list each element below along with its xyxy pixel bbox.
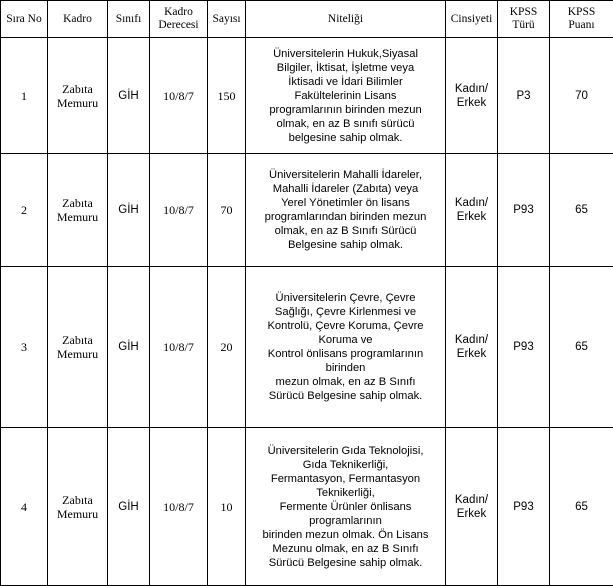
cell-kadro-line1: Zabıta bbox=[50, 333, 105, 347]
nitelik-line: belgesine sahip olmak. bbox=[248, 131, 443, 145]
cell-kadro bbox=[48, 428, 108, 586]
cell-derece: 10/8/7 bbox=[150, 154, 208, 267]
cell-cinsiyet bbox=[446, 38, 498, 154]
nitelik-line: Teknikerliği, bbox=[248, 486, 443, 500]
table-row bbox=[1, 38, 613, 154]
cell-sira-no: 4 bbox=[1, 428, 48, 586]
nitelik-line: İktisadi ve İdari Bilimler bbox=[248, 75, 443, 89]
nitelik-line: Kontrol önlisans programlarının bbox=[248, 347, 443, 361]
cell-cinsiyet-line2: Erkek bbox=[448, 210, 495, 224]
nitelik-line: Bilgiler, İktisat, İşletme veya bbox=[248, 61, 443, 75]
nitelik-line: Fakültelerinin Lisans bbox=[248, 89, 443, 103]
cell-sayisi: 20 bbox=[208, 267, 246, 428]
nitelik-line: Mahalli İdareler (Zabıta) veya bbox=[248, 182, 443, 196]
cell-sayisi: 70 bbox=[208, 154, 246, 267]
cell-cinsiyet-line1: Kadın/ bbox=[448, 82, 495, 96]
nitelik-line: programlarından birinden mezun bbox=[248, 210, 443, 224]
cell-kadro bbox=[48, 154, 108, 267]
header-niteligi: Niteliği bbox=[246, 1, 446, 38]
header-cinsiyeti: Cinsiyeti bbox=[446, 1, 498, 38]
header-sira-no: Sıra No bbox=[1, 1, 48, 38]
cell-kadro-line1: Zabıta bbox=[50, 493, 105, 507]
cell-sayisi: 150 bbox=[208, 38, 246, 154]
header-kpss-puani-line2: Puanı bbox=[552, 19, 611, 32]
cell-kpss-puani: 65 bbox=[550, 154, 613, 267]
cell-sinifi: GİH bbox=[108, 38, 150, 154]
cell-sinifi: GİH bbox=[108, 267, 150, 428]
cell-nitelik bbox=[246, 38, 446, 154]
cell-sinifi: GİH bbox=[108, 428, 150, 586]
header-kpss-turu-line2: Türü bbox=[500, 19, 547, 32]
cell-derece: 10/8/7 bbox=[150, 428, 208, 586]
nitelik-line: mezun olmak, en az B Sınıfı bbox=[248, 375, 443, 389]
nitelik-line: programlarının bbox=[248, 514, 443, 528]
cell-sayisi: 10 bbox=[208, 428, 246, 586]
cell-kpss-puani: 70 bbox=[550, 38, 613, 154]
nitelik-line: Üniversitelerin Hukuk,Siyasal bbox=[248, 47, 443, 61]
cell-cinsiyet-line2: Erkek bbox=[448, 96, 495, 110]
cell-kpss-turu: P93 bbox=[498, 154, 550, 267]
cell-cinsiyet-line2: Erkek bbox=[448, 507, 495, 521]
cell-nitelik bbox=[246, 428, 446, 586]
header-sayisi: Sayısı bbox=[208, 1, 246, 38]
header-kadro-derecesi-line2: Derecesi bbox=[152, 19, 205, 32]
cell-kadro bbox=[48, 267, 108, 428]
table-row bbox=[1, 428, 613, 586]
cell-cinsiyet bbox=[446, 154, 498, 267]
cell-kadro-line1: Zabıta bbox=[50, 196, 105, 210]
nitelik-line: birinden bbox=[248, 361, 443, 375]
header-kpss-turu bbox=[498, 1, 550, 38]
table-row bbox=[1, 267, 613, 428]
cell-cinsiyet bbox=[446, 267, 498, 428]
cell-sira-no: 3 bbox=[1, 267, 48, 428]
nitelik-line: Koruma ve bbox=[248, 333, 443, 347]
nitelik-line: Üniversitelerin Gıda Teknolojisi, bbox=[248, 444, 443, 458]
nitelik-line: olmak, en az B sınıfı sürücü bbox=[248, 117, 443, 131]
cell-cinsiyet-line1: Kadın/ bbox=[448, 333, 495, 347]
cell-sira-no: 2 bbox=[1, 154, 48, 267]
cell-kadro bbox=[48, 38, 108, 154]
nitelik-line: Belgesine sahip olmak. bbox=[248, 238, 443, 252]
header-row bbox=[1, 1, 613, 38]
table-row bbox=[1, 154, 613, 267]
nitelik-line: Yerel Yönetimler ön lisans bbox=[248, 196, 443, 210]
nitelik-line: birinden mezun olmak. Ön Lisans bbox=[248, 528, 443, 542]
header-kadro-derecesi-line1: Kadro bbox=[152, 6, 205, 19]
cell-kpss-puani: 65 bbox=[550, 267, 613, 428]
nitelik-line: olmak, en az B Sınıfı Sürücü bbox=[248, 224, 443, 238]
cell-kadro-line2: Memuru bbox=[50, 96, 105, 110]
nitelik-line: Fermente Ürünler önlisans bbox=[248, 500, 443, 514]
cell-cinsiyet bbox=[446, 428, 498, 586]
cell-kpss-turu: P3 bbox=[498, 38, 550, 154]
nitelik-line: Fermantasyon, Fermantasyon bbox=[248, 472, 443, 486]
cell-kpss-puani: 65 bbox=[550, 428, 613, 586]
cell-cinsiyet-line1: Kadın/ bbox=[448, 493, 495, 507]
cell-kadro-line2: Memuru bbox=[50, 507, 105, 521]
nitelik-line: Sağlığı, Çevre Kirlenmesi ve bbox=[248, 305, 443, 319]
header-sinifi: Sınıfı bbox=[108, 1, 150, 38]
cell-sinifi: GİH bbox=[108, 154, 150, 267]
cell-cinsiyet-line2: Erkek bbox=[448, 347, 495, 361]
cell-nitelik bbox=[246, 267, 446, 428]
cell-kadro-line2: Memuru bbox=[50, 347, 105, 361]
nitelik-line: Üniversitelerin Mahalli İdareler, bbox=[248, 168, 443, 182]
cell-kpss-turu: P93 bbox=[498, 428, 550, 586]
nitelik-line: Gıda Teknikerliği, bbox=[248, 458, 443, 472]
nitelik-line: Mezunu olmak, en az B Sınıfı bbox=[248, 542, 443, 556]
cell-cinsiyet-line1: Kadın/ bbox=[448, 196, 495, 210]
cell-kpss-turu: P93 bbox=[498, 267, 550, 428]
cell-derece: 10/8/7 bbox=[150, 38, 208, 154]
header-kadro: Kadro bbox=[48, 1, 108, 38]
header-kadro-derecesi bbox=[150, 1, 208, 38]
header-kpss-puani bbox=[550, 1, 613, 38]
cell-kadro-line2: Memuru bbox=[50, 210, 105, 224]
nitelik-line: Sürücü Belgesine sahip olmak. bbox=[248, 556, 443, 570]
cell-kadro-line1: Zabıta bbox=[50, 82, 105, 96]
nitelik-line: Üniversitelerin Çevre, Çevre bbox=[248, 291, 443, 305]
cell-derece: 10/8/7 bbox=[150, 267, 208, 428]
nitelik-line: programlarının birinden mezun bbox=[248, 103, 443, 117]
cell-nitelik bbox=[246, 154, 446, 267]
nitelik-line: Sürücü Belgesine sahip olmak. bbox=[248, 389, 443, 403]
nitelik-line: Kontrolü, Çevre Koruma, Çevre bbox=[248, 319, 443, 333]
cell-sira-no: 1 bbox=[1, 38, 48, 154]
header-kpss-turu-line1: KPSS bbox=[500, 6, 547, 19]
header-kpss-puani-line1: KPSS bbox=[552, 6, 611, 19]
